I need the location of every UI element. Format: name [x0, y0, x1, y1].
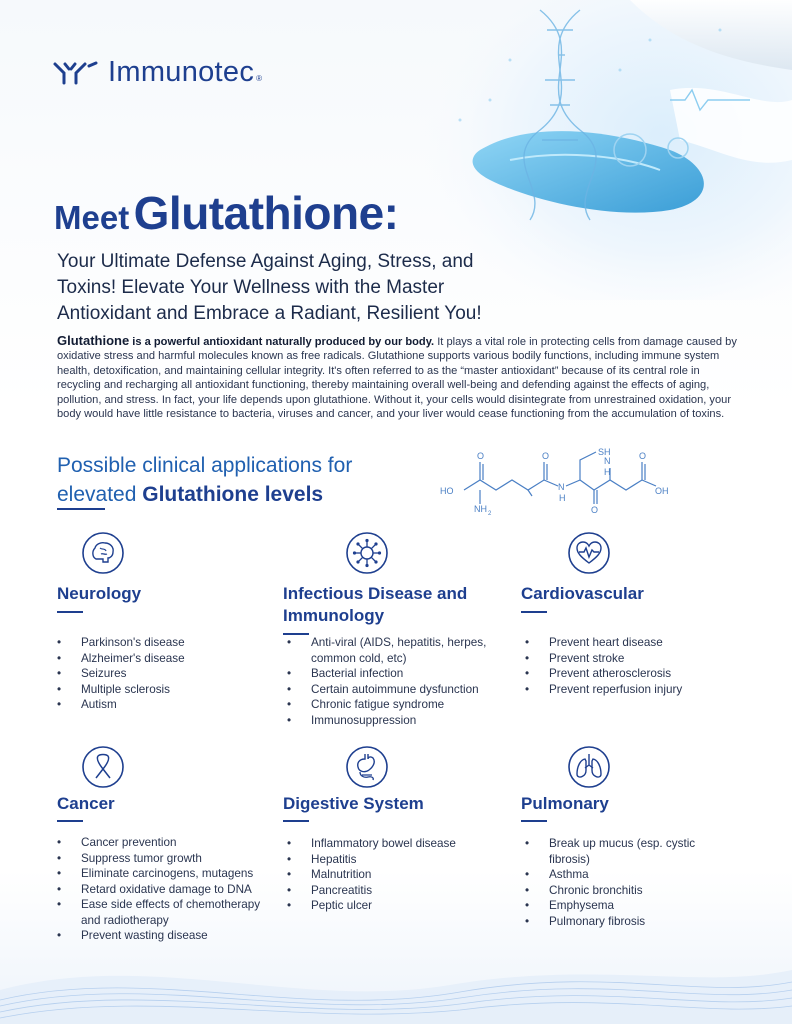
list-item: • Retard oxidative damage to DNA: [57, 882, 277, 898]
virus-icon: [345, 531, 389, 575]
list-item: • Suppress tumor growth: [57, 851, 277, 867]
category-list-pulmonary: [525, 836, 725, 929]
brand-logo: [52, 56, 262, 89]
list-item: • Seizures: [57, 666, 257, 682]
heart-icon: [567, 531, 611, 575]
category-underline: [283, 820, 309, 822]
intro-paragraph: [57, 334, 739, 421]
list-item: • Pancreatitis: [287, 883, 497, 899]
lungs-icon: [567, 745, 611, 789]
list-item: • Ease side effects of chemotherapy and radiotherapy: [57, 897, 277, 928]
title-main: Glutathione:: [133, 187, 399, 239]
atom-label: N: [604, 456, 611, 466]
category-title-cardiovascular: Cardiovascular: [521, 584, 644, 603]
list-item: • Asthma: [525, 867, 725, 883]
list-item: • Prevent heart disease: [525, 635, 745, 651]
list-item: • Hepatitis: [287, 852, 497, 868]
atom-label: 2: [488, 511, 492, 517]
atom-label: O: [591, 505, 599, 515]
list-item: • Multiple sclerosis: [57, 682, 257, 698]
list-item: • Prevent wasting disease: [57, 928, 277, 944]
brain-icon: [81, 531, 125, 575]
ribbon-icon: [81, 745, 125, 789]
atom-label: OH: [655, 486, 669, 496]
atom-label: NH: [474, 504, 487, 514]
category-underline: [521, 611, 547, 613]
registered-mark: ®: [256, 74, 263, 83]
applications-heading: [57, 451, 352, 509]
list-item: • Cancer prevention: [57, 835, 277, 851]
applications-heading-prefix: elevated: [57, 483, 143, 506]
atom-label: O: [542, 451, 550, 461]
title-prefix: Meet: [54, 199, 130, 236]
category-title-cancer: Cancer: [57, 794, 115, 813]
category-underline: [521, 820, 547, 822]
stomach-icon: [345, 745, 389, 789]
list-item: • Malnutrition: [287, 867, 497, 883]
atom-label: HO: [440, 486, 454, 496]
category-title-infectious-disease: Infectious Disease and Immunology: [283, 584, 468, 625]
category-list-infectious-disease: [287, 635, 497, 728]
list-item: • Alzheimer's disease: [57, 651, 257, 667]
list-item: • Pulmonary fibrosis: [525, 914, 725, 930]
list-item: • Peptic ulcer: [287, 898, 497, 914]
list-item: • Certain autoimmune dysfunction: [287, 682, 497, 698]
immunotec-logo-icon: [52, 60, 98, 86]
atom-label: SH: [598, 447, 611, 457]
atom-label: O: [477, 451, 485, 461]
list-item: • Bacterial infection: [287, 666, 497, 682]
category-underline: [57, 611, 83, 613]
list-item: • Immunosuppression: [287, 713, 497, 729]
list-item: • Prevent stroke: [525, 651, 745, 667]
list-item: • Prevent reperfusion injury: [525, 682, 745, 698]
category-list-cancer: [57, 835, 277, 944]
atom-label: H: [604, 467, 611, 477]
list-item: • Parkinson's disease: [57, 635, 257, 651]
category-title-neurology: Neurology: [57, 584, 142, 603]
list-item: • Anti-viral (AIDS, hepatitis, herpes, common cold, etc): [287, 635, 497, 666]
atom-label: N: [558, 482, 565, 492]
page-title: [54, 186, 399, 240]
list-item: • Inflammatory bowel disease: [287, 836, 497, 852]
decorative-wave: [0, 930, 792, 1024]
applications-heading-line1: Possible clinical applications for: [57, 454, 353, 477]
category-list-cardiovascular: [525, 635, 745, 697]
intro-bold: is a powerful antioxidant naturally produced by our body.: [129, 336, 435, 348]
list-item: • Emphysema: [525, 898, 725, 914]
atom-label: H: [559, 493, 566, 503]
intro-body: It plays a vital role in protecting cells from damage caused by oxidative stress and harmful molecules known as free radicals. Glutathione supports various bodily functions, including immune system health, detoxification, and maintaining cellular integrity. It's often referred to as the “master antioxidant” because of its central role in recycling and recharging all antioxidant functioning, thereby maintaining overall well-being and defending against the effects of aging, pollution, and stress. In fact, your life depends upon glutathione. Without it, your cells would disintegrate from unrestrained oxidation, your body would have little resistance to bacteria, viruses and cancer, and your liver would cease functioning from the accumulation of toxins.: [57, 336, 737, 421]
list-item: • Prevent atherosclerosis: [525, 666, 745, 682]
page-subtitle: Your Ultimate Defense Against Aging, Stress, and Toxins! Elevate Your Wellness with the Master Antioxidant and Embrace a Radiant, Resilient You!: [57, 251, 482, 324]
atom-label: O: [639, 451, 647, 461]
list-item: • Eliminate carcinogens, mutagens: [57, 866, 277, 882]
list-item: • Chronic fatigue syndrome: [287, 697, 497, 713]
applications-heading-bold: Glutathione levels: [142, 483, 324, 506]
heading-underline: [57, 508, 105, 510]
list-item: • Chronic bronchitis: [525, 883, 725, 899]
category-underline: [57, 820, 83, 822]
category-title-digestive-system: Digestive System: [283, 794, 424, 813]
category-title-pulmonary: Pulmonary: [521, 794, 609, 813]
glutathione-molecule-diagram: [432, 446, 682, 518]
category-list-neurology: [57, 635, 257, 713]
list-item: • Break up mucus (esp. cystic fibrosis): [525, 836, 725, 867]
list-item: • Autism: [57, 697, 257, 713]
brand-name: Immunotec: [108, 56, 255, 88]
category-list-digestive-system: [287, 836, 497, 914]
intro-lead: Glutathione: [57, 333, 130, 348]
